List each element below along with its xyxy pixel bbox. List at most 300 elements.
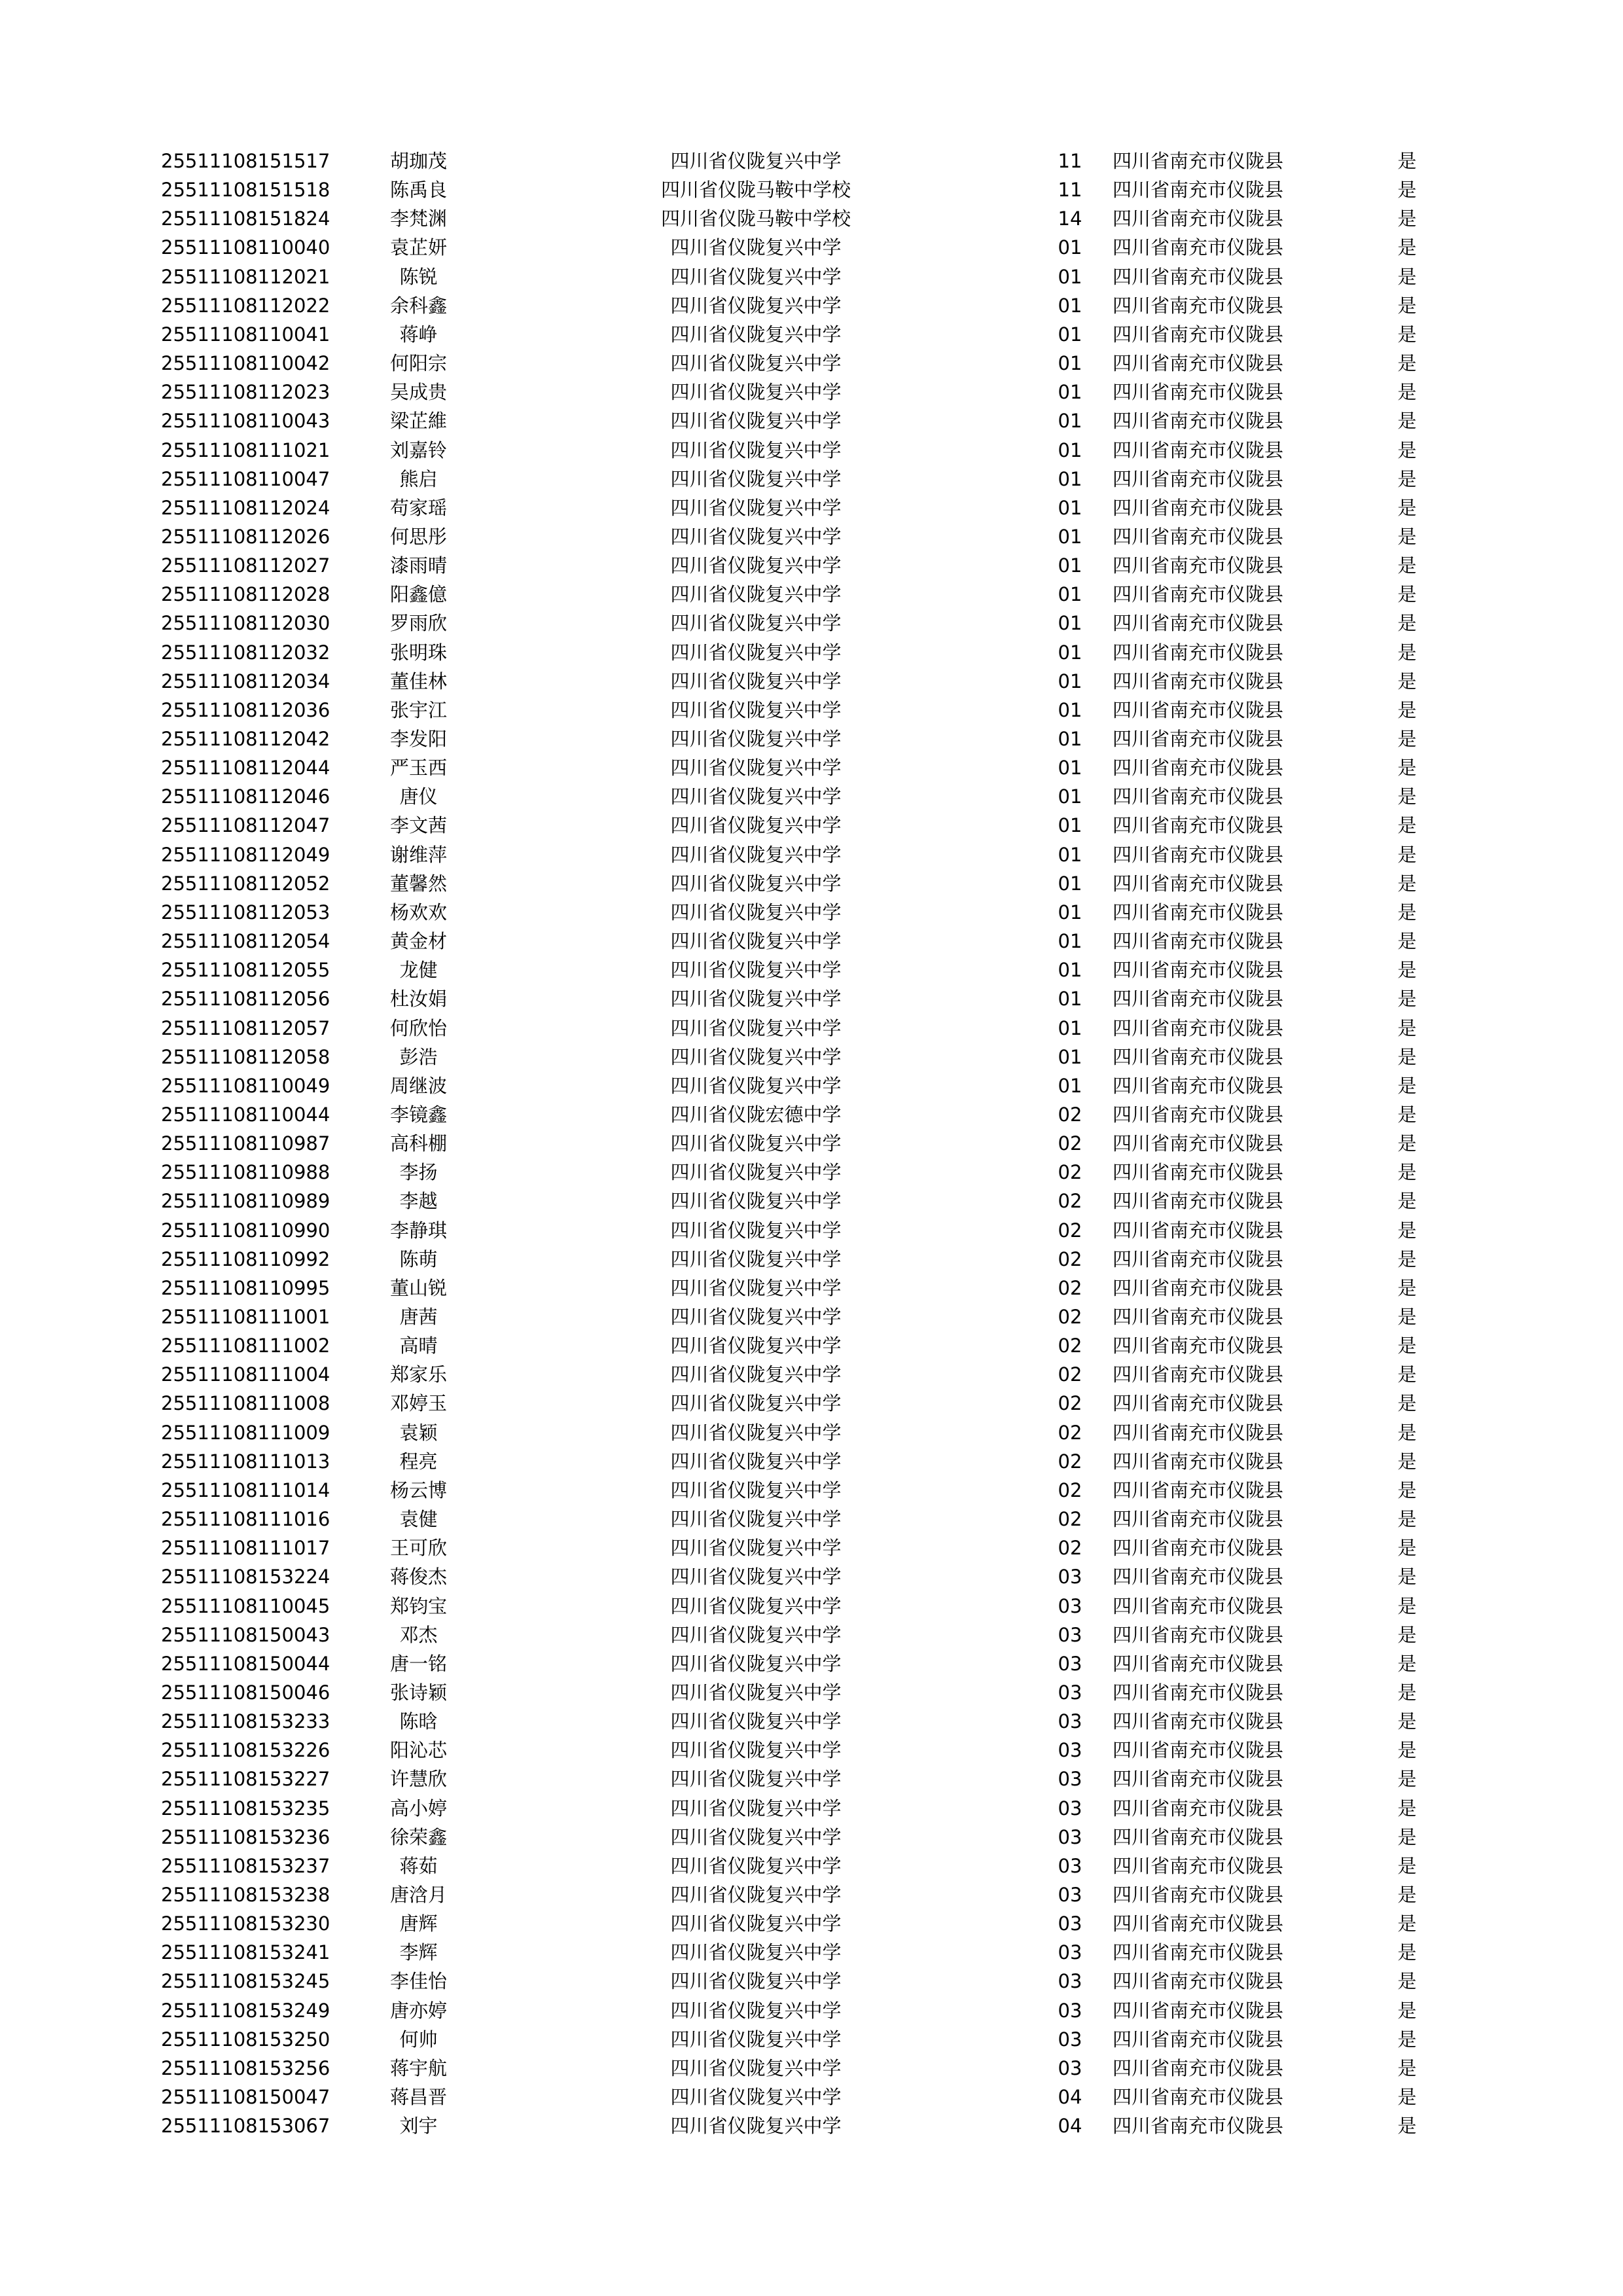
table-row: [0, 1707, 1623, 1736]
student-id: 25511108110992: [161, 1247, 330, 1270]
student-name: 李越: [399, 1190, 438, 1213]
eligibility-flag: 是: [1397, 872, 1417, 895]
region: 四川省南充市仪陇县: [1113, 1681, 1284, 1704]
student-id: 25511108153227: [161, 1768, 330, 1791]
region: 四川省南充市仪陇县: [1113, 843, 1284, 866]
table-row: [0, 1765, 1623, 1793]
table-row: [0, 1158, 1623, 1187]
student-id: 25511108112030: [161, 612, 330, 635]
table-row: [0, 1534, 1623, 1562]
student-name: 李梵渊: [389, 207, 447, 230]
student-name: 张明珠: [389, 641, 447, 664]
table-row: [0, 1418, 1623, 1447]
school-name: 四川省仪陇复兴中学: [670, 1884, 842, 1906]
student-name: 张宇江: [389, 698, 447, 721]
region: 四川省南充市仪陇县: [1113, 785, 1284, 808]
student-id: 25511108112049: [161, 843, 330, 866]
eligibility-flag: 是: [1397, 1392, 1417, 1415]
table-row: [0, 667, 1623, 696]
student-name: 李扬: [399, 1161, 438, 1184]
region: 四川省南充市仪陇县: [1113, 814, 1284, 837]
category-code: 01: [1058, 1074, 1082, 1097]
school-name: 四川省仪陇复兴中学: [670, 323, 842, 346]
eligibility-flag: 是: [1397, 1999, 1417, 2022]
table-row: [0, 175, 1623, 204]
student-id: 25511108153224: [161, 1566, 330, 1588]
category-code: 01: [1058, 525, 1082, 548]
category-code: 02: [1058, 1479, 1082, 1501]
school-name: 四川省仪陇复兴中学: [670, 1421, 842, 1444]
category-code: 11: [1058, 179, 1082, 202]
school-name: 四川省仪陇复兴中学: [670, 439, 842, 461]
school-name: 四川省仪陇宏德中学: [670, 1103, 842, 1126]
table-row: [0, 1794, 1623, 1823]
school-name: 四川省仪陇复兴中学: [670, 1392, 842, 1415]
student-name: 何阳宗: [389, 352, 447, 374]
student-id: 25511108153256: [161, 2056, 330, 2079]
region: 四川省南充市仪陇县: [1113, 410, 1284, 433]
table-row: [0, 956, 1623, 984]
category-code: 01: [1058, 1016, 1082, 1039]
student-name: 陈萌: [399, 1247, 438, 1270]
table-row: [0, 1649, 1623, 1678]
school-name: 四川省仪陇复兴中学: [670, 757, 842, 780]
region: 四川省南充市仪陇县: [1113, 467, 1284, 490]
eligibility-flag: 是: [1397, 1219, 1417, 1242]
category-code: 01: [1058, 439, 1082, 461]
student-name: 阳沁芯: [389, 1739, 447, 1762]
eligibility-flag: 是: [1397, 1161, 1417, 1184]
student-id: 25511108110049: [161, 1074, 330, 1097]
student-name: 龙健: [399, 959, 438, 982]
table-row: [0, 1071, 1623, 1100]
category-code: 01: [1058, 410, 1082, 433]
school-name: 四川省仪陇复兴中学: [670, 1537, 842, 1560]
eligibility-flag: 是: [1397, 265, 1417, 288]
student-id: 25511108112057: [161, 1016, 330, 1039]
category-code: 03: [1058, 1768, 1082, 1791]
student-name: 许慧欣: [389, 1768, 447, 1791]
student-id: 25511108151824: [161, 207, 330, 230]
student-name: 唐亦婷: [389, 1999, 447, 2022]
region: 四川省南充市仪陇县: [1113, 1710, 1284, 1733]
school-name: 四川省仪陇复兴中学: [670, 1335, 842, 1357]
category-code: 02: [1058, 1190, 1082, 1213]
category-code: 02: [1058, 1132, 1082, 1155]
region: 四川省南充市仪陇县: [1113, 1016, 1284, 1039]
school-name: 四川省仪陇复兴中学: [670, 1479, 842, 1501]
student-id: 25511108111013: [161, 1450, 330, 1473]
student-id: 25511108153226: [161, 1739, 330, 1762]
student-id: 25511108112042: [161, 728, 330, 750]
school-name: 四川省仪陇复兴中学: [670, 959, 842, 982]
student-name: 董馨然: [389, 872, 447, 895]
category-code: 03: [1058, 1739, 1082, 1762]
eligibility-flag: 是: [1397, 1190, 1417, 1213]
eligibility-flag: 是: [1397, 150, 1417, 172]
school-name: 四川省仪陇复兴中学: [670, 236, 842, 259]
region: 四川省南充市仪陇县: [1113, 439, 1284, 461]
category-code: 01: [1058, 814, 1082, 837]
student-id: 25511108110988: [161, 1161, 330, 1184]
eligibility-flag: 是: [1397, 2028, 1417, 2051]
school-name: 四川省仪陇复兴中学: [670, 1739, 842, 1762]
student-name: 阳鑫億: [389, 583, 447, 606]
eligibility-flag: 是: [1397, 1247, 1417, 1270]
student-name: 陈禹良: [389, 179, 447, 202]
student-name: 邓婷玉: [389, 1392, 447, 1415]
student-id: 25511108111017: [161, 1537, 330, 1560]
table-row: [0, 1621, 1623, 1649]
table-row: [0, 1447, 1623, 1476]
student-name: 蒋俊杰: [389, 1566, 447, 1588]
school-name: 四川省仪陇复兴中学: [670, 1132, 842, 1155]
region: 四川省南充市仪陇县: [1113, 1421, 1284, 1444]
student-name: 吴成贵: [389, 381, 447, 404]
student-name: 郑家乐: [389, 1363, 447, 1386]
eligibility-flag: 是: [1397, 1594, 1417, 1617]
student-id: 25511108153235: [161, 1797, 330, 1820]
category-code: 02: [1058, 1537, 1082, 1560]
region: 四川省南充市仪陇县: [1113, 1884, 1284, 1906]
table-row: [0, 753, 1623, 782]
region: 四川省南充市仪陇县: [1113, 1306, 1284, 1328]
student-name: 谢维萍: [389, 843, 447, 866]
table-row: [0, 204, 1623, 233]
table-row: [0, 522, 1623, 551]
student-id: 25511108153249: [161, 1999, 330, 2022]
school-name: 四川省仪陇复兴中学: [670, 1219, 842, 1242]
eligibility-flag: 是: [1397, 179, 1417, 202]
table-row: [0, 1938, 1623, 1967]
category-code: 01: [1058, 872, 1082, 895]
student-name: 罗雨欣: [389, 612, 447, 635]
student-name: 余科鑫: [389, 294, 447, 317]
student-name: 漆雨晴: [389, 554, 447, 577]
school-name: 四川省仪陇复兴中学: [670, 1970, 842, 1993]
region: 四川省南充市仪陇县: [1113, 1247, 1284, 1270]
region: 四川省南充市仪陇县: [1113, 1623, 1284, 1646]
eligibility-flag: 是: [1397, 2115, 1417, 2138]
student-name: 周继波: [389, 1074, 447, 1097]
category-code: 02: [1058, 1363, 1082, 1386]
category-code: 03: [1058, 2028, 1082, 2051]
school-name: 四川省仪陇复兴中学: [670, 1652, 842, 1675]
eligibility-flag: 是: [1397, 352, 1417, 374]
region: 四川省南充市仪陇县: [1113, 1825, 1284, 1848]
category-code: 03: [1058, 1970, 1082, 1993]
region: 四川省南充市仪陇县: [1113, 1045, 1284, 1068]
category-code: 01: [1058, 496, 1082, 519]
region: 四川省南充市仪陇县: [1113, 1190, 1284, 1213]
eligibility-flag: 是: [1397, 2086, 1417, 2108]
category-code: 01: [1058, 930, 1082, 952]
student-name: 袁芷妍: [389, 236, 447, 259]
table-row: [0, 984, 1623, 1013]
category-code: 01: [1058, 901, 1082, 924]
student-name: 李镜鑫: [389, 1103, 447, 1126]
school-name: 四川省仪陇复兴中学: [670, 872, 842, 895]
student-id: 25511108153236: [161, 1825, 330, 1848]
student-id: 25511108112054: [161, 930, 330, 952]
table-row: [0, 465, 1623, 493]
region: 四川省南充市仪陇县: [1113, 1854, 1284, 1877]
student-id: 25511108110041: [161, 323, 330, 346]
eligibility-flag: 是: [1397, 1335, 1417, 1357]
table-row: [0, 378, 1623, 406]
student-id: 25511108112052: [161, 872, 330, 895]
student-name: 刘宇: [399, 2115, 438, 2138]
student-name: 李静琪: [389, 1219, 447, 1242]
eligibility-flag: 是: [1397, 1884, 1417, 1906]
school-name: 四川省仪陇马鞍中学校: [660, 207, 851, 230]
region: 四川省南充市仪陇县: [1113, 930, 1284, 952]
eligibility-flag: 是: [1397, 381, 1417, 404]
school-name: 四川省仪陇复兴中学: [670, 698, 842, 721]
student-id: 25511108110990: [161, 1219, 330, 1242]
table-row: [0, 1389, 1623, 1418]
student-name: 蒋宇航: [389, 2056, 447, 2079]
school-name: 四川省仪陇复兴中学: [670, 467, 842, 490]
student-id: 25511108110040: [161, 236, 330, 259]
table-row: [0, 349, 1623, 378]
student-id: 25511108112022: [161, 294, 330, 317]
student-id: 25511108111002: [161, 1335, 330, 1357]
student-id: 25511108151517: [161, 150, 330, 172]
school-name: 四川省仪陇复兴中学: [670, 901, 842, 924]
eligibility-flag: 是: [1397, 1854, 1417, 1877]
school-name: 四川省仪陇复兴中学: [670, 2115, 842, 2138]
table-row: [0, 1592, 1623, 1621]
student-name: 何欣怡: [389, 1016, 447, 1039]
table-row: [0, 320, 1623, 349]
table-row: [0, 1476, 1623, 1505]
student-id: 25511108151518: [161, 179, 330, 202]
school-name: 四川省仪陇复兴中学: [670, 1912, 842, 1935]
eligibility-flag: 是: [1397, 785, 1417, 808]
table-row: [0, 1852, 1623, 1880]
table-row: [0, 1302, 1623, 1331]
category-code: 01: [1058, 352, 1082, 374]
student-name: 熊启: [399, 467, 438, 490]
category-code: 03: [1058, 1941, 1082, 1964]
table-row: [0, 2054, 1623, 2083]
table-row: [0, 1274, 1623, 1302]
eligibility-flag: 是: [1397, 1016, 1417, 1039]
school-name: 四川省仪陇复兴中学: [670, 641, 842, 664]
student-id: 25511108110989: [161, 1190, 330, 1213]
category-code: 03: [1058, 1652, 1082, 1675]
student-name: 郑钧宝: [389, 1594, 447, 1617]
student-name: 袁颖: [399, 1421, 438, 1444]
eligibility-flag: 是: [1397, 1710, 1417, 1733]
region: 四川省南充市仪陇县: [1113, 1739, 1284, 1762]
region: 四川省南充市仪陇县: [1113, 583, 1284, 606]
student-id: 25511108111001: [161, 1306, 330, 1328]
student-id: 25511108112024: [161, 496, 330, 519]
student-id: 25511108112026: [161, 525, 330, 548]
school-name: 四川省仪陇复兴中学: [670, 1045, 842, 1068]
school-name: 四川省仪陇复兴中学: [670, 843, 842, 866]
school-name: 四川省仪陇复兴中学: [670, 1016, 842, 1039]
eligibility-flag: 是: [1397, 988, 1417, 1011]
eligibility-flag: 是: [1397, 1566, 1417, 1588]
student-id: 25511108112047: [161, 814, 330, 837]
table-row: [0, 927, 1623, 956]
region: 四川省南充市仪陇县: [1113, 988, 1284, 1011]
region: 四川省南充市仪陇县: [1113, 381, 1284, 404]
category-code: 03: [1058, 1825, 1082, 1848]
region: 四川省南充市仪陇县: [1113, 525, 1284, 548]
region: 四川省南充市仪陇县: [1113, 728, 1284, 750]
eligibility-flag: 是: [1397, 1450, 1417, 1473]
eligibility-flag: 是: [1397, 2056, 1417, 2079]
table-row: [0, 1736, 1623, 1765]
table-row: [0, 551, 1623, 580]
table-row: [0, 725, 1623, 753]
table-row: [0, 262, 1623, 291]
school-name: 四川省仪陇复兴中学: [670, 496, 842, 519]
eligibility-flag: 是: [1397, 1508, 1417, 1530]
table-row: [0, 1187, 1623, 1215]
student-name: 李文茜: [389, 814, 447, 837]
table-row: [0, 291, 1623, 320]
school-name: 四川省仪陇复兴中学: [670, 728, 842, 750]
student-id: 25511108111009: [161, 1421, 330, 1444]
student-id: 25511108111008: [161, 1392, 330, 1415]
student-name: 唐茜: [399, 1306, 438, 1328]
region: 四川省南充市仪陇县: [1113, 1132, 1284, 1155]
region: 四川省南充市仪陇县: [1113, 1768, 1284, 1791]
school-name: 四川省仪陇复兴中学: [670, 814, 842, 837]
region: 四川省南充市仪陇县: [1113, 265, 1284, 288]
eligibility-flag: 是: [1397, 496, 1417, 519]
table-row: [0, 1216, 1623, 1245]
eligibility-flag: 是: [1397, 728, 1417, 750]
table-row: [0, 2025, 1623, 2054]
category-code: 14: [1058, 207, 1082, 230]
region: 四川省南充市仪陇县: [1113, 294, 1284, 317]
eligibility-flag: 是: [1397, 641, 1417, 664]
school-name: 四川省仪陇复兴中学: [670, 2028, 842, 2051]
region: 四川省南充市仪陇县: [1113, 1074, 1284, 1097]
student-name: 唐一铭: [389, 1652, 447, 1675]
category-code: 02: [1058, 1276, 1082, 1299]
category-code: 01: [1058, 728, 1082, 750]
student-name: 胡珈茂: [389, 150, 447, 172]
school-name: 四川省仪陇复兴中学: [670, 1854, 842, 1877]
region: 四川省南充市仪陇县: [1113, 959, 1284, 982]
eligibility-flag: 是: [1397, 1797, 1417, 1820]
category-code: 01: [1058, 236, 1082, 259]
category-code: 01: [1058, 641, 1082, 664]
school-name: 四川省仪陇复兴中学: [670, 525, 842, 548]
category-code: 03: [1058, 1566, 1082, 1588]
student-id: 25511108153245: [161, 1970, 330, 1993]
table-row: [0, 1100, 1623, 1129]
category-code: 01: [1058, 554, 1082, 577]
school-name: 四川省仪陇复兴中学: [670, 1276, 842, 1299]
region: 四川省南充市仪陇县: [1113, 641, 1284, 664]
category-code: 03: [1058, 1797, 1082, 1820]
school-name: 四川省仪陇复兴中学: [670, 670, 842, 692]
table-row: [0, 436, 1623, 465]
student-name: 蒋茹: [399, 1854, 438, 1877]
region: 四川省南充市仪陇县: [1113, 757, 1284, 780]
student-name: 黄金材: [389, 930, 447, 952]
region: 四川省南充市仪陇县: [1113, 1392, 1284, 1415]
table-row: [0, 609, 1623, 637]
school-name: 四川省仪陇复兴中学: [670, 583, 842, 606]
eligibility-flag: 是: [1397, 1537, 1417, 1560]
student-name: 严玉西: [389, 757, 447, 780]
table-row: [0, 1129, 1623, 1158]
eligibility-flag: 是: [1397, 439, 1417, 461]
student-id: 25511108153238: [161, 1884, 330, 1906]
student-name: 刘嘉铃: [389, 439, 447, 461]
category-code: 01: [1058, 785, 1082, 808]
school-name: 四川省仪陇复兴中学: [670, 2086, 842, 2108]
eligibility-flag: 是: [1397, 410, 1417, 433]
school-name: 四川省仪陇马鞍中学校: [660, 179, 851, 202]
eligibility-flag: 是: [1397, 207, 1417, 230]
table-row: [0, 1678, 1623, 1707]
student-id: 25511108112023: [161, 381, 330, 404]
region: 四川省南充市仪陇县: [1113, 554, 1284, 577]
category-code: 02: [1058, 1335, 1082, 1357]
student-name: 高晴: [399, 1335, 438, 1357]
student-name: 李佳怡: [389, 1970, 447, 1993]
school-name: 四川省仪陇复兴中学: [670, 1566, 842, 1588]
school-name: 四川省仪陇复兴中学: [670, 612, 842, 635]
eligibility-flag: 是: [1397, 1970, 1417, 1993]
region: 四川省南充市仪陇县: [1113, 1479, 1284, 1501]
region: 四川省南充市仪陇县: [1113, 1161, 1284, 1184]
table-row: [0, 406, 1623, 435]
student-name: 唐辉: [399, 1912, 438, 1935]
eligibility-flag: 是: [1397, 1623, 1417, 1646]
category-code: 03: [1058, 1854, 1082, 1877]
category-code: 03: [1058, 1681, 1082, 1704]
student-name: 高科棚: [389, 1132, 447, 1155]
student-id: 25511108112036: [161, 698, 330, 721]
category-code: 01: [1058, 1045, 1082, 1068]
student-id: 25511108112053: [161, 901, 330, 924]
student-id: 25511108111014: [161, 1479, 330, 1501]
category-code: 02: [1058, 1421, 1082, 1444]
student-id: 25511108110047: [161, 467, 330, 490]
eligibility-flag: 是: [1397, 467, 1417, 490]
table-row: [0, 1880, 1623, 1909]
student-id: 25511108111004: [161, 1363, 330, 1386]
school-name: 四川省仪陇复兴中学: [670, 294, 842, 317]
region: 四川省南充市仪陇县: [1113, 1537, 1284, 1560]
student-name: 彭浩: [399, 1045, 438, 1068]
region: 四川省南充市仪陇县: [1113, 1566, 1284, 1588]
school-name: 四川省仪陇复兴中学: [670, 1074, 842, 1097]
school-name: 四川省仪陇复兴中学: [670, 1363, 842, 1386]
student-name: 杨云博: [389, 1479, 447, 1501]
table-row: [0, 811, 1623, 840]
school-name: 四川省仪陇复兴中学: [670, 265, 842, 288]
region: 四川省南充市仪陇县: [1113, 2115, 1284, 2138]
region: 四川省南充市仪陇县: [1113, 352, 1284, 374]
region: 四川省南充市仪陇县: [1113, 179, 1284, 202]
school-name: 四川省仪陇复兴中学: [670, 1681, 842, 1704]
region: 四川省南充市仪陇县: [1113, 496, 1284, 519]
eligibility-flag: 是: [1397, 323, 1417, 346]
region: 四川省南充市仪陇县: [1113, 1450, 1284, 1473]
